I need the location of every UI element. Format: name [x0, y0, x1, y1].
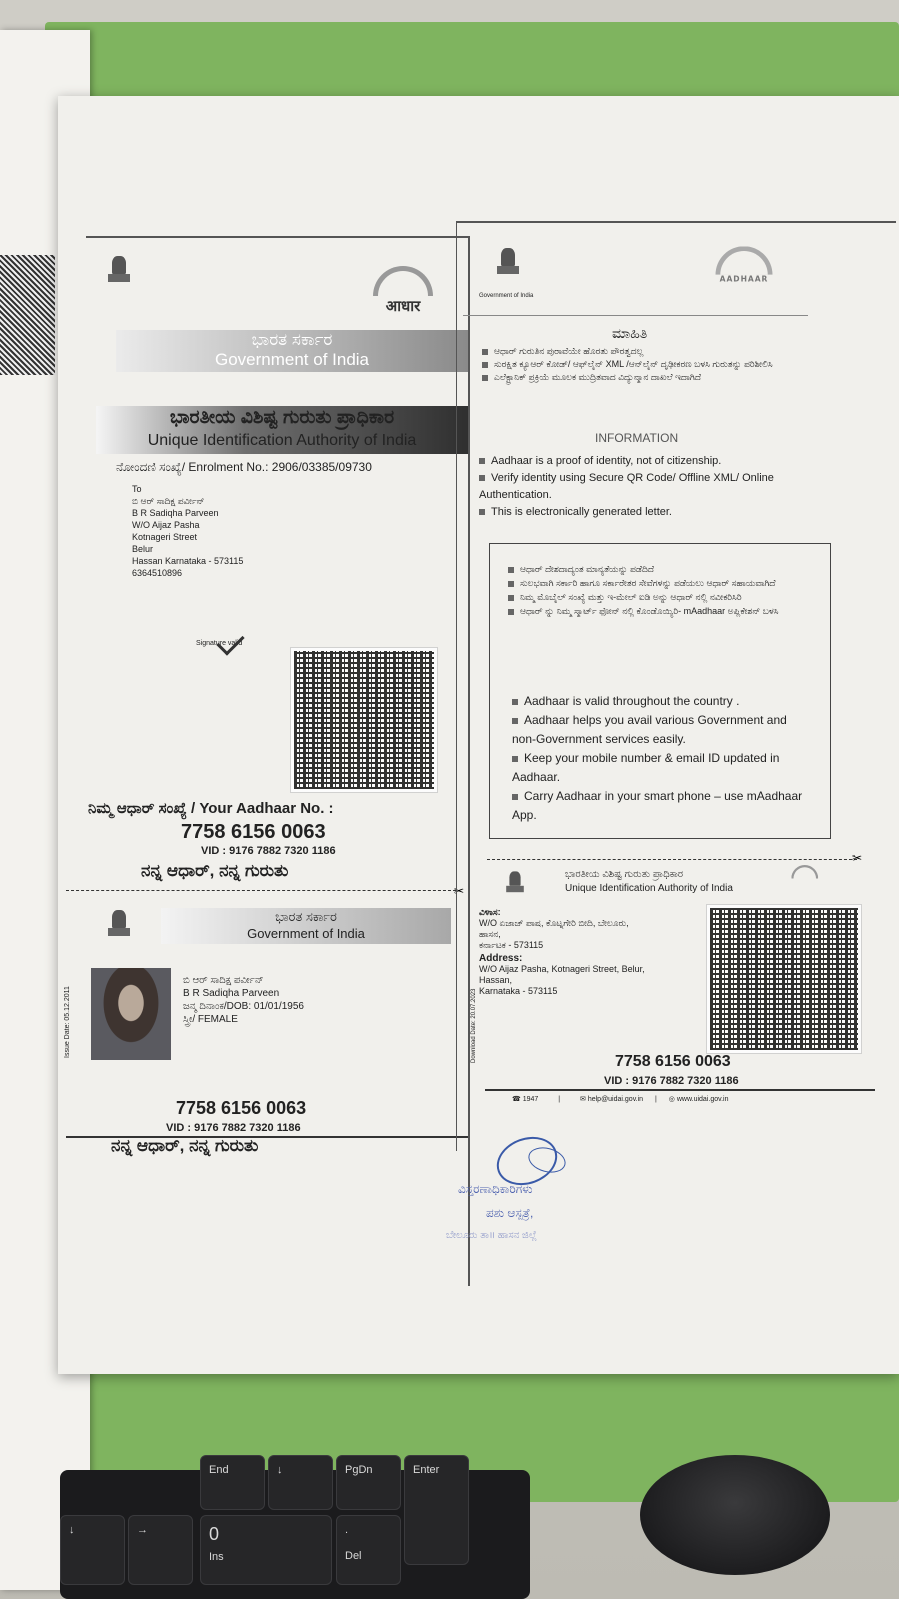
address-line: Hassan Karnataka - 573115 — [132, 556, 244, 566]
info-heading-english: INFORMATION — [595, 431, 679, 445]
vid-number: VID : 9176 7882 7320 1186 — [201, 845, 336, 857]
card-holder-details — [183, 974, 304, 1026]
address-line: W/O Aijaz Pasha — [132, 520, 200, 530]
key-arrow-down[interactable]: ↓ — [60, 1515, 125, 1585]
email-icon: ✉ — [580, 1096, 586, 1103]
enrolment-row — [116, 460, 372, 475]
info-box — [489, 543, 831, 839]
address-line-english: W/O Aijaz Pasha, Kotnageri Street, Belur, — [479, 964, 645, 974]
key-pgdn[interactable]: PgDn — [336, 1455, 401, 1510]
card-emblem-icon — [106, 910, 132, 944]
box-item: ಆಧಾರ್ ನ್ನು ನಿಮ್ಮ ಸ್ಮಾರ್ಟ್ ಫೋನ್ ನಲ್ಲಿ ಕೊಂಡೊಯ್ಯಿರಿ- mAadhaar ಅಪ್ಲಿಕೇಶನ್ ಬಳಸಿ — [508, 604, 808, 618]
back-uidai-kannada: ಭಾರತೀಯ ವಿಶಿಷ್ಟ ಗುರುತು ಪ್ರಾಧಿಕಾರ — [565, 869, 684, 880]
tagline: ನನ್ನ ಆಧಾರ್, ನನ್ನ ಗುರುತು — [141, 861, 289, 880]
info-item: Verify identity using Secure QR Code/ Offline XML/ Online Authentication. — [479, 472, 774, 501]
address-line-english: Karnataka - 573115 — [479, 986, 558, 996]
download-date: Download Date: 20.07.2023 — [471, 988, 477, 1063]
address-line: Kotnageri Street — [132, 532, 198, 542]
signature-check-icon — [216, 627, 244, 655]
letter-qr-code — [291, 648, 437, 792]
key-zero[interactable]: 0 Ins — [200, 1515, 332, 1585]
aadhaar-number-label: ನಿಮ್ಮ ಆಧಾರ್ ಸಂಖ್ಯೆ / Your Aadhaar No. : — [88, 800, 334, 817]
box-item: Aadhaar helps you avail various Government and non-Government services easily. — [512, 713, 787, 746]
address-line: B R Sadiqha Parveen — [132, 508, 219, 518]
info-item: ಸುರಕ್ಷಿತ ಕ್ಯೂಆರ್ ಕೋಡ್/ ಆಫ್‌ಲೈನ್ XML /ಆನ್‌ಲೈನ್ ದೃಢೀಕರಣ ಬಳಸಿ ಗುರುತನ್ನು ಪರಿಶೀಲಿಸಿ — [482, 358, 782, 371]
address-line-kannada: ಹಾಸನ, — [479, 929, 501, 939]
emblem-icon — [106, 256, 132, 290]
address-label-english: Address: — [479, 953, 523, 964]
back-aadhaar-number: 7758 6156 0063 — [615, 1053, 731, 1070]
info-item: ಎಲೆಕ್ಟ್ರಾನಿಕ್ ಪ್ರಕ್ರಿಯೆ ಮೂಲಕ ಮುದ್ರಿತವಾದ ವಿದ್ಯುನ್ಮಾನ ದಾಖಲೆ ಇದಾಗಿದೆ — [482, 371, 782, 384]
box-item: Aadhaar is valid throughout the country . — [512, 692, 812, 711]
back-qr-code — [707, 905, 861, 1053]
key-del[interactable]: . Del — [336, 1515, 401, 1585]
info-cut-line — [487, 859, 857, 860]
card-gov-banner — [161, 908, 451, 944]
box-item: ಆಧಾರ್ ದೇಶದಾದ್ಯಂತ ಮಾನ್ಯತೆಯನ್ನು ಪಡೆದಿದೆ — [508, 562, 808, 576]
footer-phone: 1947 — [522, 1096, 539, 1103]
address-line-kannada: ಕರ್ನಾಟಕ - 573115 — [479, 940, 544, 950]
enrolment-label: ನೋಂದಣಿ ಸಂಖ್ಯೆ/ Enrolment No.: — [116, 460, 269, 474]
card-tagline: ನನ್ನ ಆಧಾರ್, ನನ್ನ ಗುರುತು — [111, 1136, 259, 1155]
gov-kannada: ಭಾರತ ಸರ್ಕಾರ — [251, 330, 333, 349]
info-list-kannada — [482, 345, 782, 384]
uidai-banner — [96, 406, 468, 454]
letter-front-panel — [64, 236, 470, 1286]
box-item: ನಿಮ್ಮ ಮೊಬೈಲ್ ಸಂಖ್ಯೆ ಮತ್ತು ಇ-ಮೇಲ್ ಐಡಿ ಅನ್ನು ಆಧಾರ್ ನಲ್ಲಿ ನವೀಕರಿಸಿರಿ — [508, 590, 808, 604]
info-aadhaar-word: AADHAAR — [719, 274, 769, 284]
address-line-english: Hassan, — [479, 975, 513, 985]
back-uidai-english: Unique Identification Authority of India — [565, 883, 733, 894]
address-line: Belur — [132, 544, 154, 554]
keyboard — [60, 1464, 530, 1599]
aadhaar-letter-sheet — [58, 96, 899, 1374]
box-item: Keep your mobile number & email ID updated in Aadhaar. — [512, 751, 780, 784]
back-emblem-icon — [505, 871, 526, 898]
address-label-kannada: ವಿಳಾಸ: — [479, 907, 501, 917]
box-item: Carry Aadhaar in your smart phone – use mAadhaar App. — [512, 789, 803, 822]
info-emblem-icon — [495, 248, 521, 282]
holder-photo — [91, 968, 171, 1060]
info-item: Aadhaar is a proof of identity, not of citizenship. — [479, 453, 819, 470]
phone-number: 6364510896 — [132, 568, 183, 578]
issue-date: Issue Date: 05.12.2011 — [64, 986, 71, 1058]
web-icon: ◎ — [668, 1096, 675, 1103]
info-gov-caption: Government of India — [479, 293, 534, 299]
holder-name-kannada: ಬಿ ಆರ್ ಸಾದಿಕ್ಷ ಪರ್ವೀನ್ — [183, 975, 264, 986]
aadhaar-word: आधार — [385, 297, 421, 315]
footer-web: www.uidai.gov.in — [676, 1096, 729, 1103]
enrolment-number: 2906/03385/09730 — [271, 460, 372, 474]
aadhaar-number: 7758 6156 0063 — [181, 821, 326, 843]
key-end[interactable]: End — [200, 1455, 265, 1510]
gov-english: Government of India — [214, 350, 370, 369]
left-page-qr — [0, 255, 55, 375]
box-item: ಸುಲಭವಾಗಿ ಸರ್ಕಾರಿ ಹಾಗೂ ಸರ್ಕಾರೇತರ ಸೇವೆಗಳನ್ನು ಪಡೆಯಲು ಆಧಾರ್ ಸಹಾಯವಾಗಿದೆ — [508, 576, 808, 590]
info-scissors-icon: ✂ — [852, 851, 863, 865]
address-line-kannada: W/O ಏಜಾಜ್ ಪಾಷ, ಕೊಟ್ನಗೇರಿ ಬೀದಿ, ಬೇಲೂರು, — [479, 918, 629, 928]
stamp-line-3: ಬೇಲೂರು ತಾ॥ ಹಾಸನ ಜಿಲ್ಲೆ — [446, 1230, 537, 1241]
info-item: This is electronically generated letter. — [479, 504, 819, 521]
card-gov-english: Government of India — [247, 926, 365, 941]
stamp-line-1: ವಿಸ್ತರಣಾಧಿಕಾರಿಗಳು — [458, 1182, 533, 1196]
key-down[interactable]: ↓ — [268, 1455, 333, 1510]
letter-info-panel — [456, 221, 896, 1151]
address-line: ಬಿ ಆರ್ ಸಾದಿಕ್ಷ ಪರ್ವೀನ್ — [132, 496, 205, 506]
back-vid: VID : 9176 7882 7320 1186 — [604, 1075, 739, 1087]
computer-mouse — [640, 1455, 830, 1575]
key-arrow-right[interactable]: → — [128, 1515, 193, 1585]
key-enter[interactable]: Enter — [404, 1455, 469, 1565]
card-aadhaar-number: 7758 6156 0063 — [176, 1098, 307, 1118]
info-heading-kannada: ಮಾಹಿತಿ — [612, 325, 648, 341]
back-footer-rule — [485, 1089, 875, 1091]
scissors-icon: ✂ — [454, 884, 465, 898]
stamp-line-2: ಪಶು ಆಸ್ಪತ್ರೆ, — [486, 1206, 534, 1220]
uidai-english: Unique Identification Authority of India — [147, 432, 417, 449]
box-list-kannada — [508, 562, 808, 618]
back-aadhaar-logo-icon — [789, 865, 821, 888]
info-aadhaar-logo-icon — [711, 246, 778, 294]
card-gov-kannada: ಭಾರತ ಸರ್ಕಾರ — [275, 909, 337, 924]
recipient-address — [132, 483, 243, 579]
signature-valid-text: Signature valid — [196, 640, 243, 647]
aadhaar-logo-icon — [368, 266, 438, 316]
info-list-english — [479, 453, 819, 521]
gov-banner — [116, 330, 468, 372]
info-item: ಆಧಾರ್ ಗುರುತಿನ ಪುರಾವೆಯೇ ಹೊರತು ಪೌರತ್ವದಲ್ಲ — [482, 345, 782, 358]
back-footer: ☎ 1947 | ✉ help@uidai.gov.in | ◎ www.uidai.gov.in — [512, 1096, 729, 1103]
back-address-block — [479, 907, 645, 997]
box-list-english — [512, 692, 812, 825]
uidai-kannada: ಭಾರತೀಯ ವಿಶಿಷ್ಟ ಗುರುತು ಪ್ರಾಧಿಕಾರ — [169, 407, 395, 428]
to-label: To — [132, 484, 142, 494]
holder-name-english: B R Sadiqha Parveen — [183, 988, 280, 999]
cut-line — [66, 890, 456, 891]
info-top-rule — [463, 315, 808, 316]
holder-gender: ಸ್ತ್ರೀ/ FEMALE — [183, 1014, 238, 1025]
card-vid: VID : 9176 7882 7320 1186 — [166, 1122, 301, 1134]
phone-icon: ☎ — [512, 1096, 521, 1103]
holder-dob: ಜನ್ಮ ದಿನಾಂಕ/DOB: 01/01/1956 — [183, 1001, 304, 1012]
footer-email: help@uidai.gov.in — [587, 1096, 644, 1103]
